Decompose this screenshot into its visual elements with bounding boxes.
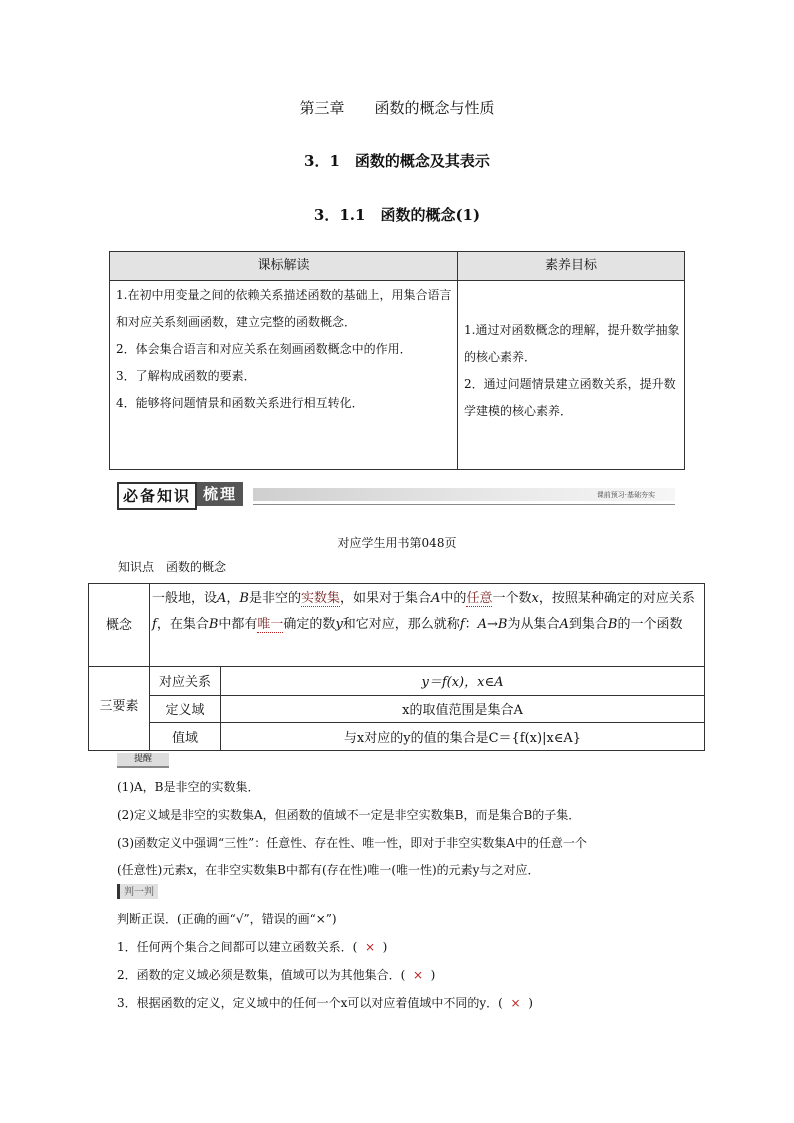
goals-item: 1.通过对函数概念的理解，提升数学抽象的核心素养． xyxy=(464,323,680,364)
banner-label-primary: 必备知识 xyxy=(117,482,197,510)
knowledge-point-heading: 知识点 函数的概念 xyxy=(118,560,227,574)
goals-item: 2．通过问题情景建立函数关系，提升数学建模的核心素养． xyxy=(464,377,676,418)
element-value: x的取值范围是集合A xyxy=(402,703,523,718)
banner-subtitle: 课前预习·基础夯实 xyxy=(596,491,655,499)
tip-item: (2)定义域是非空的实数集A，但函数的值域不一定是非空实数集B，而是集合B的子集． xyxy=(117,808,581,822)
element-value: y＝f(x)，x∈A xyxy=(421,675,504,690)
judge-question: 3．根据函数的定义，定义域中的任何一个x可以对应着值域中不同的y．( × ) xyxy=(117,996,533,1010)
tip-item: (任意性)元素x，在非空实数集B中都有(存在性)唯一(唯一性)的元素y与之对应． xyxy=(117,863,540,877)
three-elements-label: 三要素 xyxy=(99,699,139,714)
section-banner xyxy=(117,482,675,508)
concept-label: 概念 xyxy=(105,618,132,633)
standards-item: 3．了解构成函数的要素． xyxy=(116,369,256,383)
element-name: 值域 xyxy=(171,731,198,746)
judge-label: 判一判 xyxy=(117,884,158,899)
book-reference: 对应学生用书第048页 xyxy=(337,536,457,550)
tip-item: (1)A，B是非空的实数集． xyxy=(117,780,260,794)
concept-table xyxy=(88,583,705,751)
standards-item: 1.在初中用变量之间的依赖关系描述函数的基础上，用集合语言和对应关系刻画函数，建立完整的函数概念． xyxy=(116,288,452,329)
answer-mark: × xyxy=(412,968,424,982)
judge-question: 1．任何两个集合之间都可以建立函数关系．( × ) xyxy=(117,940,388,954)
judge-question: 2．函数的定义域必须是数集，值域可以为其他集合．( × ) xyxy=(117,968,436,982)
banner-label-secondary: 梳理 xyxy=(197,482,243,506)
goals-list xyxy=(464,317,680,425)
keyword-any: 任意 xyxy=(466,591,493,606)
standards-item: 4．能够将问题情景和函数关系进行相互转化． xyxy=(116,396,364,410)
section-title: 3．1 函数的概念及其表示 xyxy=(304,152,490,170)
standards-item: 2．体会集合语言和对应关系在刻画函数概念中的作用． xyxy=(116,342,412,356)
tip-item: (3)函数定义中强调“三性”：任意性、存在性、唯一性，即对于非空实数集A中的任意一个 xyxy=(117,836,587,850)
tip-label: 提醒 xyxy=(117,753,169,768)
standards-col-header: 课标解读 xyxy=(257,258,310,273)
standards-table xyxy=(109,251,685,470)
subsection-title: 3．1.1 函数的概念(1) xyxy=(313,206,481,224)
keyword-unique: 唯一 xyxy=(257,617,284,632)
concept-definition: 一般地，设A，B是非空的实数集，如果对于集合A中的任意一个数x，按照某种确定的对应关系f，在集合B中都有唯一确定的数y和它对应，那么就称f：A→B为从集合A到集合B的一个函数 xyxy=(152,591,695,632)
keyword-real-set: 实数集 xyxy=(301,591,341,606)
judge-instruction: 判断正误．(正确的画“√”，错误的画“×”) xyxy=(117,912,337,926)
element-name: 对应关系 xyxy=(158,675,211,690)
answer-mark: × xyxy=(364,940,376,954)
standards-list xyxy=(116,282,452,417)
answer-mark: × xyxy=(510,996,521,1010)
chapter-title: 第三章 函数的概念与性质 xyxy=(299,99,495,117)
element-name: 定义域 xyxy=(165,703,205,718)
goals-col-header: 素养目标 xyxy=(544,258,597,273)
element-value: 与x对应的y的值的集合是C＝{f(x)|x∈A} xyxy=(343,731,582,746)
